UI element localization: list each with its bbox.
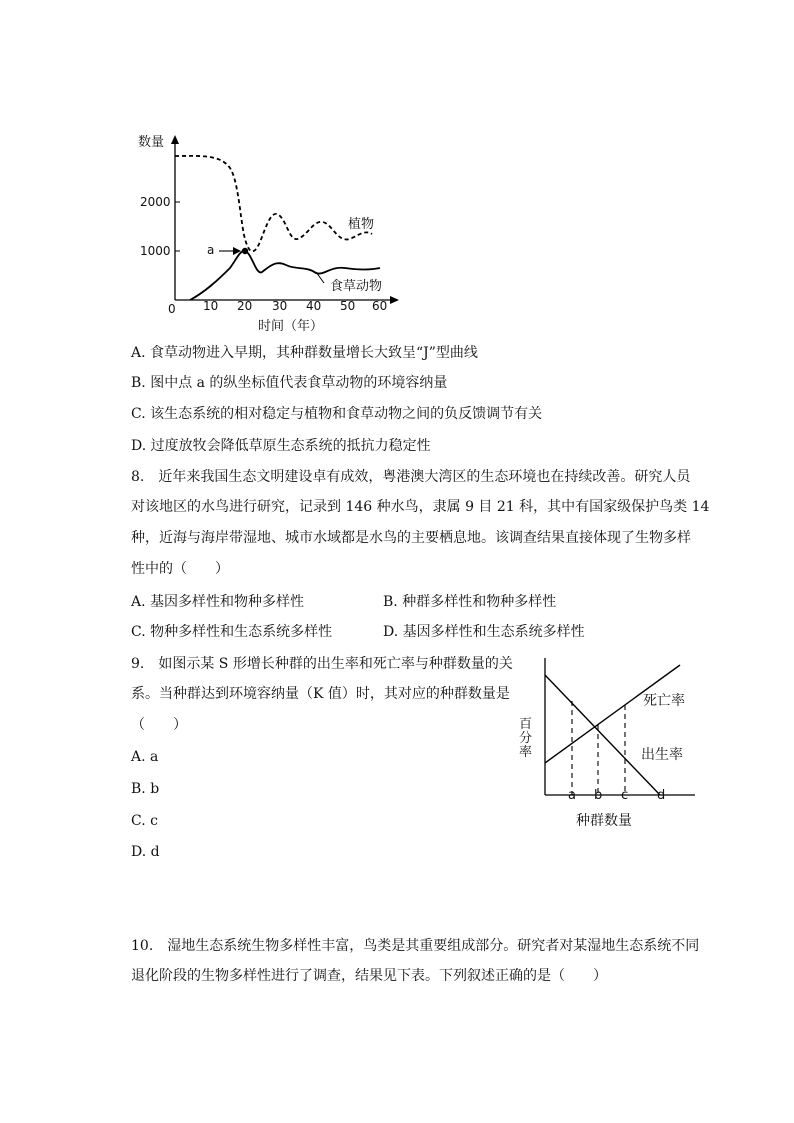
birth-death-rate-figure (540, 655, 700, 805)
fig1-x-tick-30: 30 (272, 299, 288, 313)
q9-option-a: A. a (131, 749, 159, 765)
q8-line-2: 对该地区的水鸟进行研究，记录到 146 种水鸟，隶属 9 目 21 科，其中有国家级保护鸟类 14 (131, 499, 710, 515)
point-a (242, 248, 248, 254)
q8-line-1: 8. 近年来我国生态文明建设卓有成效，粤港澳大湾区的生态环境也在持续改善。研究人员 (131, 469, 691, 485)
q9-option-c: C. c (131, 813, 158, 829)
fig2-birth-rate-label: 出生率 (641, 747, 683, 763)
q9-line-1: 9. 如图示某 S 形增长种群的出生率和死亡率与种群数量的关 (131, 656, 513, 672)
fig1-herbivore-label: 食草动物 (330, 279, 383, 294)
q9-option-b: B. b (131, 781, 160, 797)
fig1-x-tick-0: 0 (168, 302, 176, 316)
fig2-x-axis-label: 种群数量 (576, 813, 632, 829)
q9-line-2: 系。当种群达到环境容纳量（K 值）时，其对应的种群数量是 (131, 686, 510, 702)
q9-line-3: （ ） (131, 717, 187, 733)
fig1-y-axis-label: 数量 (138, 135, 165, 150)
fig2-x-tick-b: b (594, 788, 603, 803)
fig1-x-tick-10: 10 (203, 299, 219, 313)
fig2-x-tick-d: d (657, 788, 666, 803)
q8-option-c: C. 物种多样性和生态系统多样性 (131, 624, 333, 640)
fig1-y-tick-1000: 1000 (140, 244, 171, 258)
fig1-plant-label: 植物 (348, 217, 375, 232)
q7-option-a: A. 食草动物进入早期，其种群数量增长大致呈“J”型曲线 (131, 345, 478, 361)
q8-line-4: 性中的（ ） (131, 561, 229, 577)
fig1-point-a-label: a (207, 243, 215, 257)
q8-line-3: 种，近海与海岸带湿地、城市水域都是水鸟的主要栖息地。该调查结果直接体现了生物多样 (131, 530, 691, 546)
q7-option-d: D. 过度放牧会降低草原生态系统的抵抗力稳定性 (131, 438, 431, 454)
q8-option-d: D. 基因多样性和生态系统多样性 (383, 624, 585, 640)
fig1-x-tick-60: 60 (372, 299, 388, 313)
y-axis-arrow (171, 135, 179, 144)
fig1-x-tick-50: 50 (340, 299, 356, 313)
fig1-x-tick-40: 40 (306, 299, 322, 313)
fig1-x-axis-label: 时间（年） (258, 319, 324, 334)
fig1-y-tick-2000: 2000 (140, 195, 171, 209)
q7-option-c: C. 该生态系统的相对稳定与植物和食草动物之间的负反馈调节有关 (131, 406, 543, 422)
fig2-x-tick-c: c (621, 788, 629, 803)
fig2-death-rate-label: 死亡率 (643, 693, 685, 709)
q10-line-1: 10. 湿地生态系统生物多样性丰富，鸟类是其重要组成部分。研究者对某湿地生态系统不同 (131, 938, 700, 954)
fig1-x-tick-20: 20 (237, 299, 253, 313)
fig2-y-axis-label: 百分率 (519, 717, 533, 760)
q7-option-b: B. 图中点 a 的纵坐标值代表食草动物的环境容纳量 (131, 375, 448, 391)
fig2-x-tick-a: a (568, 788, 576, 803)
q8-option-b: B. 种群多样性和物种多样性 (383, 594, 557, 610)
plant-curve (175, 156, 375, 251)
q10-line-2: 退化阶段的生物多样性进行了调查，结果见下表。下列叙述正确的是（ ） (131, 968, 607, 984)
x-axis-arrow (390, 296, 399, 304)
q8-option-a: A. 基因多样性和物种多样性 (131, 594, 305, 610)
q9-option-d: D. d (131, 844, 160, 860)
